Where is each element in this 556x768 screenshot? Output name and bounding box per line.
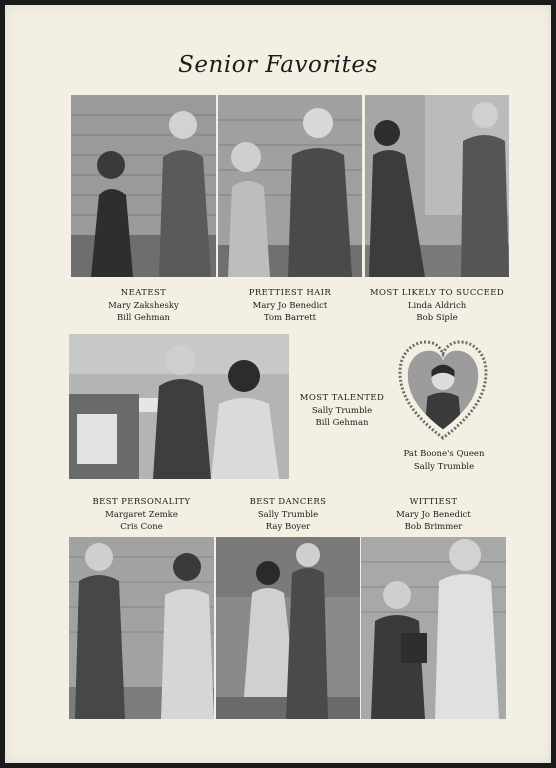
- heart-portrait: [394, 334, 492, 444]
- award-name: Ray Boyer: [265, 522, 311, 532]
- award-name: Mary Jo Benedict: [252, 300, 328, 311]
- caption-best-personality: [69, 496, 214, 534]
- caption-most-likely-to-succeed: [362, 287, 512, 325]
- photo-wittiest: [361, 537, 506, 719]
- photo-best-personality: [69, 537, 214, 719]
- award-title: MOST TALENTED: [299, 393, 385, 403]
- award-title: PRETTIEST HAIR: [248, 288, 332, 298]
- photo-neatest: [71, 95, 216, 277]
- photo-best-dancers: [216, 537, 360, 719]
- award-title: NEATEST: [120, 288, 167, 298]
- award-name: Bill Gehman: [116, 313, 170, 323]
- caption-most-talented: [296, 392, 388, 430]
- award-name: Cris Cone: [120, 522, 163, 532]
- award-title: BEST PERSONALITY: [92, 497, 191, 507]
- award-title: Pat Boone's Queen: [403, 449, 485, 459]
- award-name: Bill Gehman: [315, 418, 369, 428]
- award-name: Tom Barrett: [263, 313, 317, 323]
- award-title: BEST DANCERS: [249, 497, 327, 507]
- caption-wittiest: [361, 496, 506, 534]
- caption-neatest: [71, 287, 216, 325]
- photo-prettiest-hair: [218, 95, 362, 277]
- photo-most-likely-to-succeed: [365, 95, 509, 277]
- award-name: Mary Jo Benedict: [396, 509, 471, 520]
- award-title: WITTIEST: [409, 497, 458, 507]
- award-name: Mary Zakshesky: [108, 300, 179, 311]
- award-name: Bob Brimmer: [404, 522, 463, 532]
- award-name: Sally Trumble: [311, 405, 373, 416]
- page-title: Senior Favorites: [178, 52, 378, 78]
- caption-prettiest-hair: [218, 287, 362, 325]
- award-name: Margaret Zemke: [105, 509, 178, 520]
- caption-best-dancers: [216, 496, 360, 534]
- award-name: Sally Trumble: [257, 509, 319, 520]
- award-title: MOST LIKELY TO SUCCEED: [369, 288, 505, 298]
- caption-pat-boones-queen: [378, 448, 510, 473]
- award-name: Bob Siple: [416, 313, 458, 323]
- award-name: Sally Trumble: [413, 461, 475, 472]
- award-name: Linda Aldrich: [407, 300, 467, 311]
- photo-most-talented: [69, 334, 289, 479]
